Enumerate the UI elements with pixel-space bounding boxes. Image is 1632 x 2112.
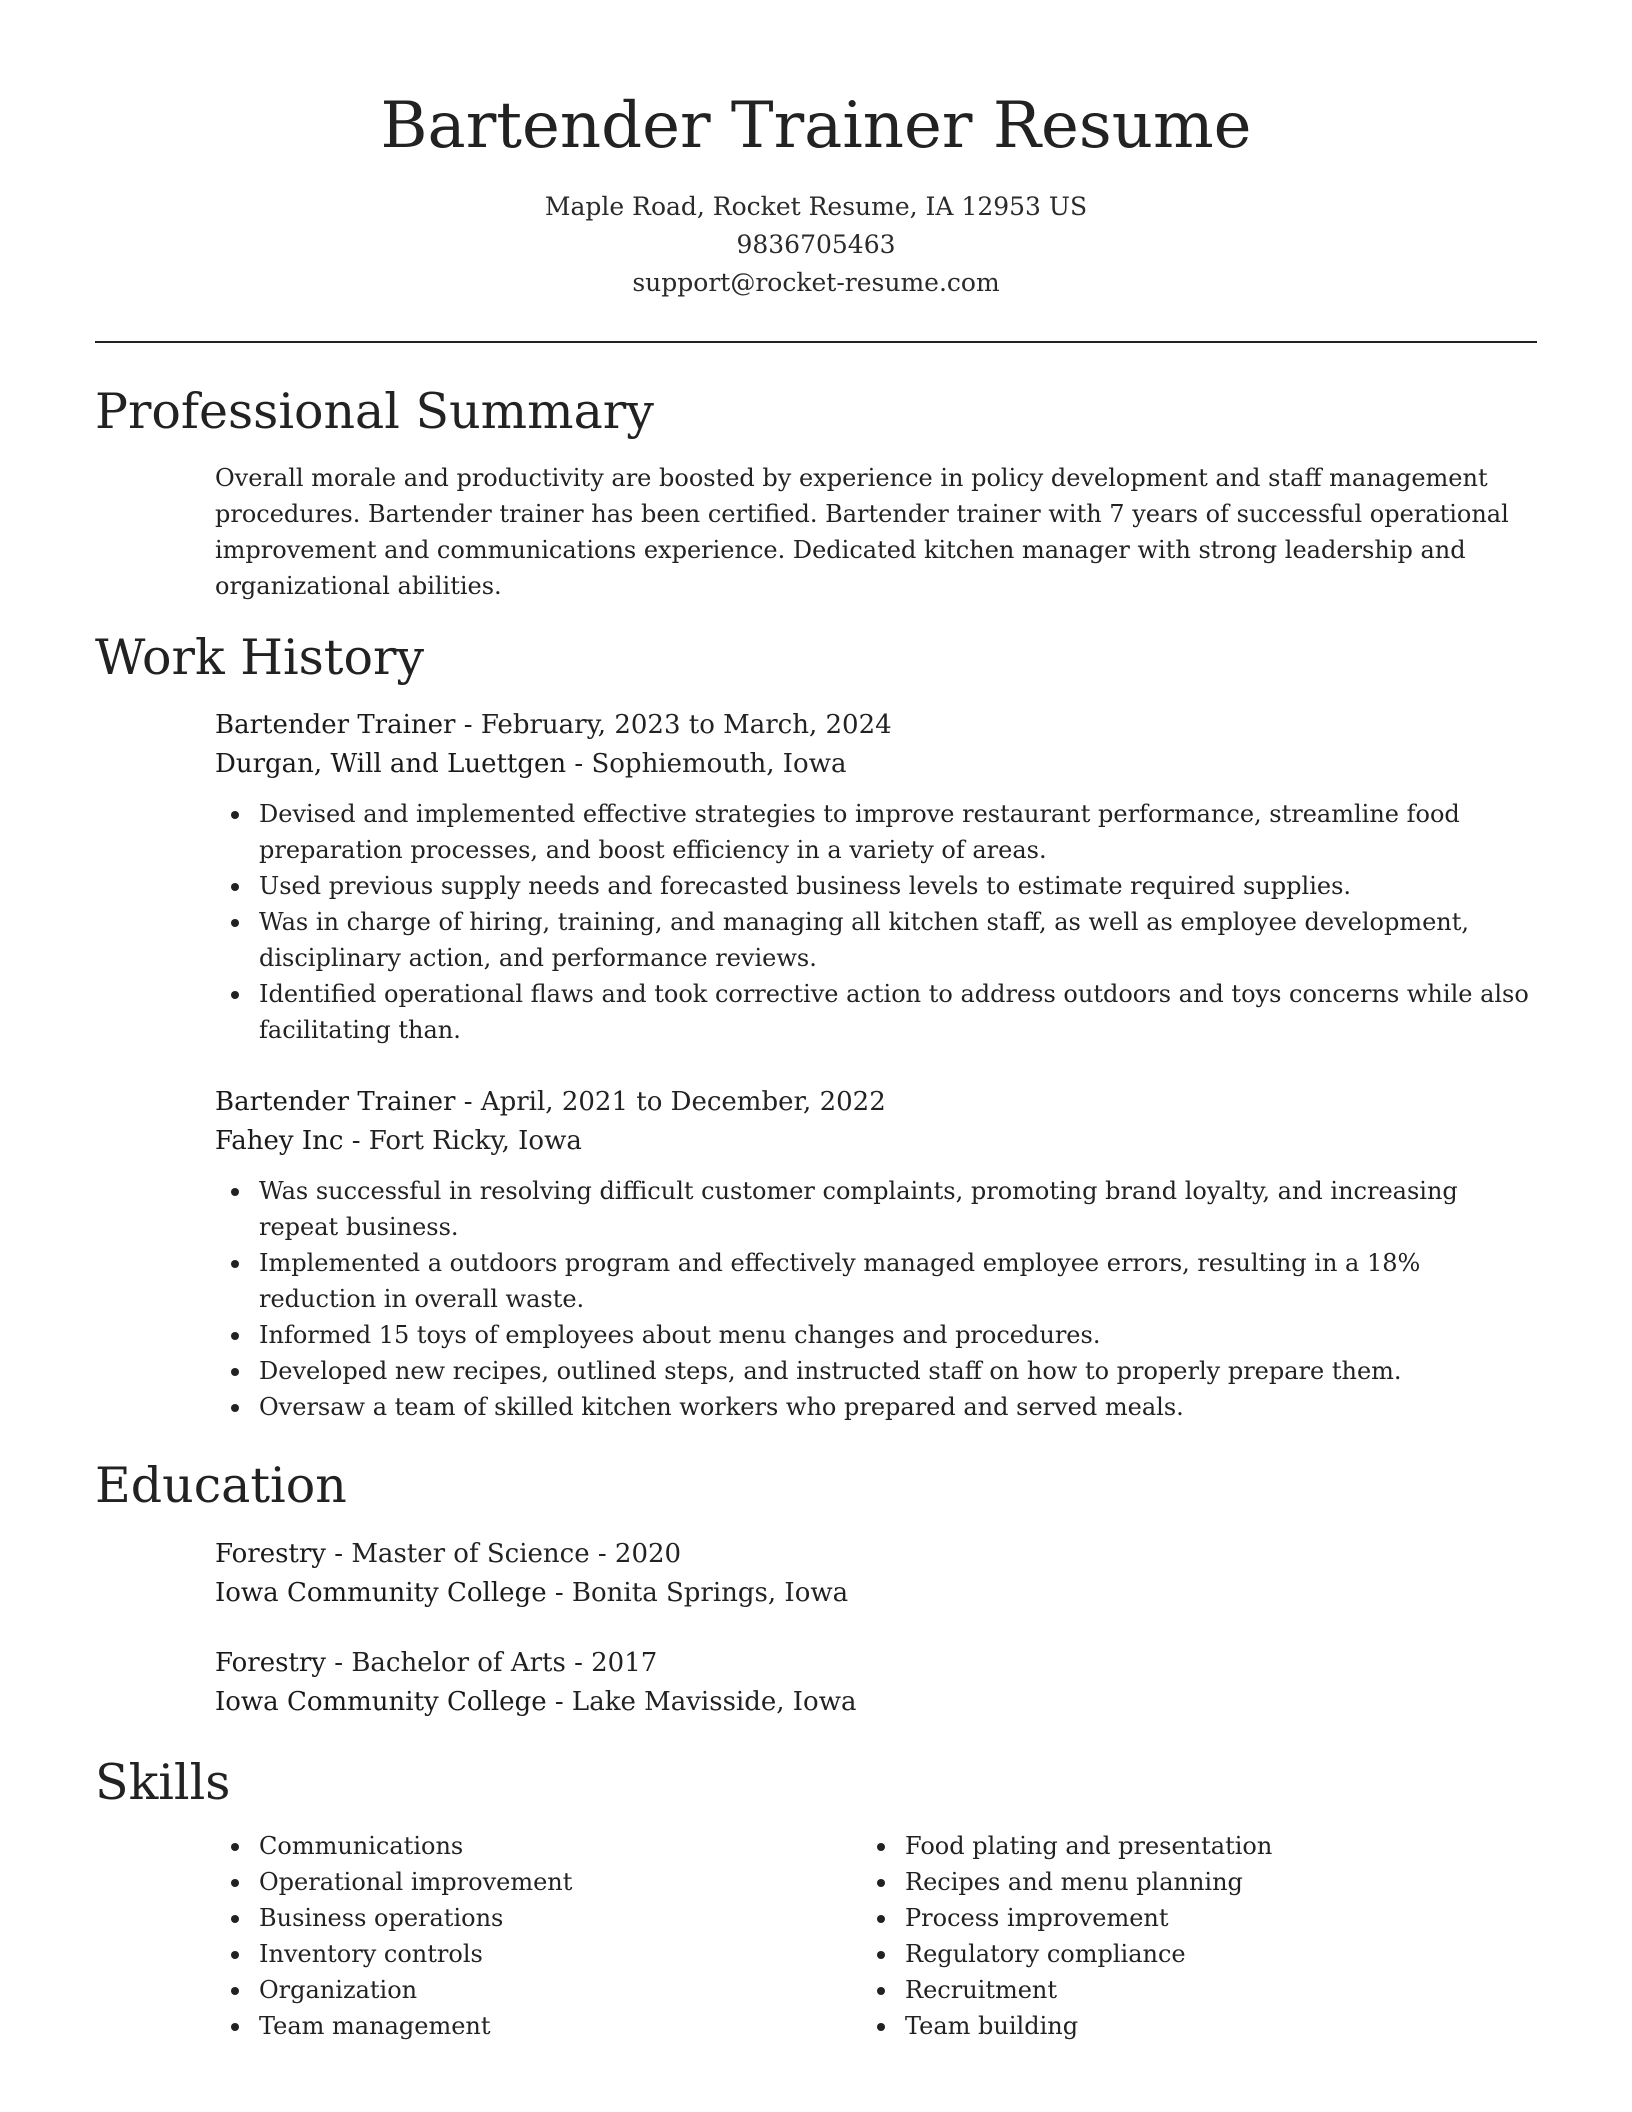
skill-item: Process improvement <box>905 1900 1501 1936</box>
job-company: Fahey Inc <box>215 1126 344 1156</box>
job-duties-list <box>215 796 1540 1048</box>
skills-list <box>861 1828 1501 2044</box>
resume-header <box>0 0 1632 302</box>
summary-text: Overall morale and productivity are boosted by experience in policy development and staff management procedures. Bartender trainer has been certified. Bartender trainer with 7 years of successful operational improvement and communications experience. Dedicated kitchen manager with strong leadership and organizational abilities. <box>215 464 1509 600</box>
job-duty-item: Developed new recipes, outlined steps, and instructed staff on how to properly prepare them. <box>259 1353 1540 1389</box>
job-duty-item: Used previous supply needs and forecasted business levels to estimate required supplies. <box>259 868 1540 904</box>
job-dates: - April, 2021 to December, 2022 <box>455 1087 886 1117</box>
education-location: - Bonita Springs, Iowa <box>546 1578 849 1608</box>
education-school-line <box>215 1683 1540 1722</box>
skill-item: Food plating and presentation <box>905 1828 1501 1864</box>
education-degree-line <box>215 1644 1540 1683</box>
summary-section <box>215 460 1540 604</box>
skill-item: Organization <box>259 1972 855 2008</box>
job-dates: - February, 2023 to March, 2024 <box>455 710 892 740</box>
skill-item: Recipes and menu planning <box>905 1864 1501 1900</box>
education-entry-1 <box>215 1535 1540 1613</box>
job-title-line <box>215 706 1540 745</box>
job-company: Durgan, Will and Luettgen <box>215 749 567 779</box>
job-entry-1 <box>215 706 1540 1048</box>
education-degree-line <box>215 1535 1540 1574</box>
skill-item: Inventory controls <box>259 1936 855 1972</box>
job-duty-item: Was successful in resolving difficult customer complaints, promoting brand loyalty, and increasing repeat business. <box>259 1173 1540 1245</box>
education-field: Forestry <box>215 1539 326 1569</box>
job-duties-list <box>215 1173 1540 1425</box>
job-duty-item: Oversaw a team of skilled kitchen workers who prepared and served meals. <box>259 1389 1540 1425</box>
resume-title: Bartender Trainer Resume <box>380 89 1252 163</box>
skills-column-left <box>215 1828 855 2044</box>
education-field: Forestry <box>215 1648 326 1678</box>
contact-phone: 9836705463 <box>736 230 896 259</box>
education-school-line <box>215 1574 1540 1613</box>
section-title-work-history: Work History <box>95 629 425 686</box>
job-duty-item: Implemented a outdoors program and effectively managed employee errors, resulting in a 18% reduction in overall waste. <box>259 1245 1540 1317</box>
skill-item: Operational improvement <box>259 1864 855 1900</box>
education-degree-year: - Bachelor of Arts - 2017 <box>326 1648 658 1678</box>
contact-email: support@rocket-resume.com <box>632 268 1000 297</box>
header-divider <box>95 341 1537 343</box>
section-title-summary: Professional Summary <box>95 383 654 440</box>
education-school: Iowa Community College <box>215 1687 547 1717</box>
job-location: - Sophiemouth, Iowa <box>566 749 847 779</box>
contact-address: Maple Road, Rocket Resume, IA 12953 US <box>544 192 1088 221</box>
skills-section <box>215 1828 1540 2058</box>
job-role: Bartender Trainer <box>215 1087 456 1117</box>
job-location: - Fort Ricky, Iowa <box>343 1126 582 1156</box>
skill-item: Regulatory compliance <box>905 1936 1501 1972</box>
job-title-line <box>215 1083 1540 1122</box>
section-title-education: Education <box>95 1457 347 1514</box>
job-company-line <box>215 745 1540 784</box>
skill-item: Team management <box>259 2008 855 2044</box>
contact-info <box>0 188 1632 302</box>
education-school: Iowa Community College <box>215 1578 547 1608</box>
job-entry-2 <box>215 1083 1540 1425</box>
section-title-skills: Skills <box>95 1754 231 1811</box>
job-duty-item: Identified operational flaws and took corrective action to address outdoors and toys concerns while also facilitating than. <box>259 976 1540 1048</box>
education-location: - Lake Mavisside, Iowa <box>546 1687 857 1717</box>
skill-item: Communications <box>259 1828 855 1864</box>
job-duty-item: Devised and implemented effective strategies to improve restaurant performance, streamline food preparation processes, and boost efficiency in a variety of areas. <box>259 796 1540 868</box>
skill-item: Business operations <box>259 1900 855 1936</box>
education-entry-2 <box>215 1644 1540 1722</box>
job-duty-item: Was in charge of hiring, training, and managing all kitchen staff, as well as employee development, disciplinary action, and performance reviews. <box>259 904 1540 976</box>
job-duty-item: Informed 15 toys of employees about menu changes and procedures. <box>259 1317 1540 1353</box>
education-degree-year: - Master of Science - 2020 <box>326 1539 682 1569</box>
job-role: Bartender Trainer <box>215 710 456 740</box>
skills-column-right <box>861 1828 1501 2044</box>
skill-item: Team building <box>905 2008 1501 2044</box>
job-company-line <box>215 1122 1540 1161</box>
skill-item: Recruitment <box>905 1972 1501 2008</box>
skills-list <box>215 1828 855 2044</box>
